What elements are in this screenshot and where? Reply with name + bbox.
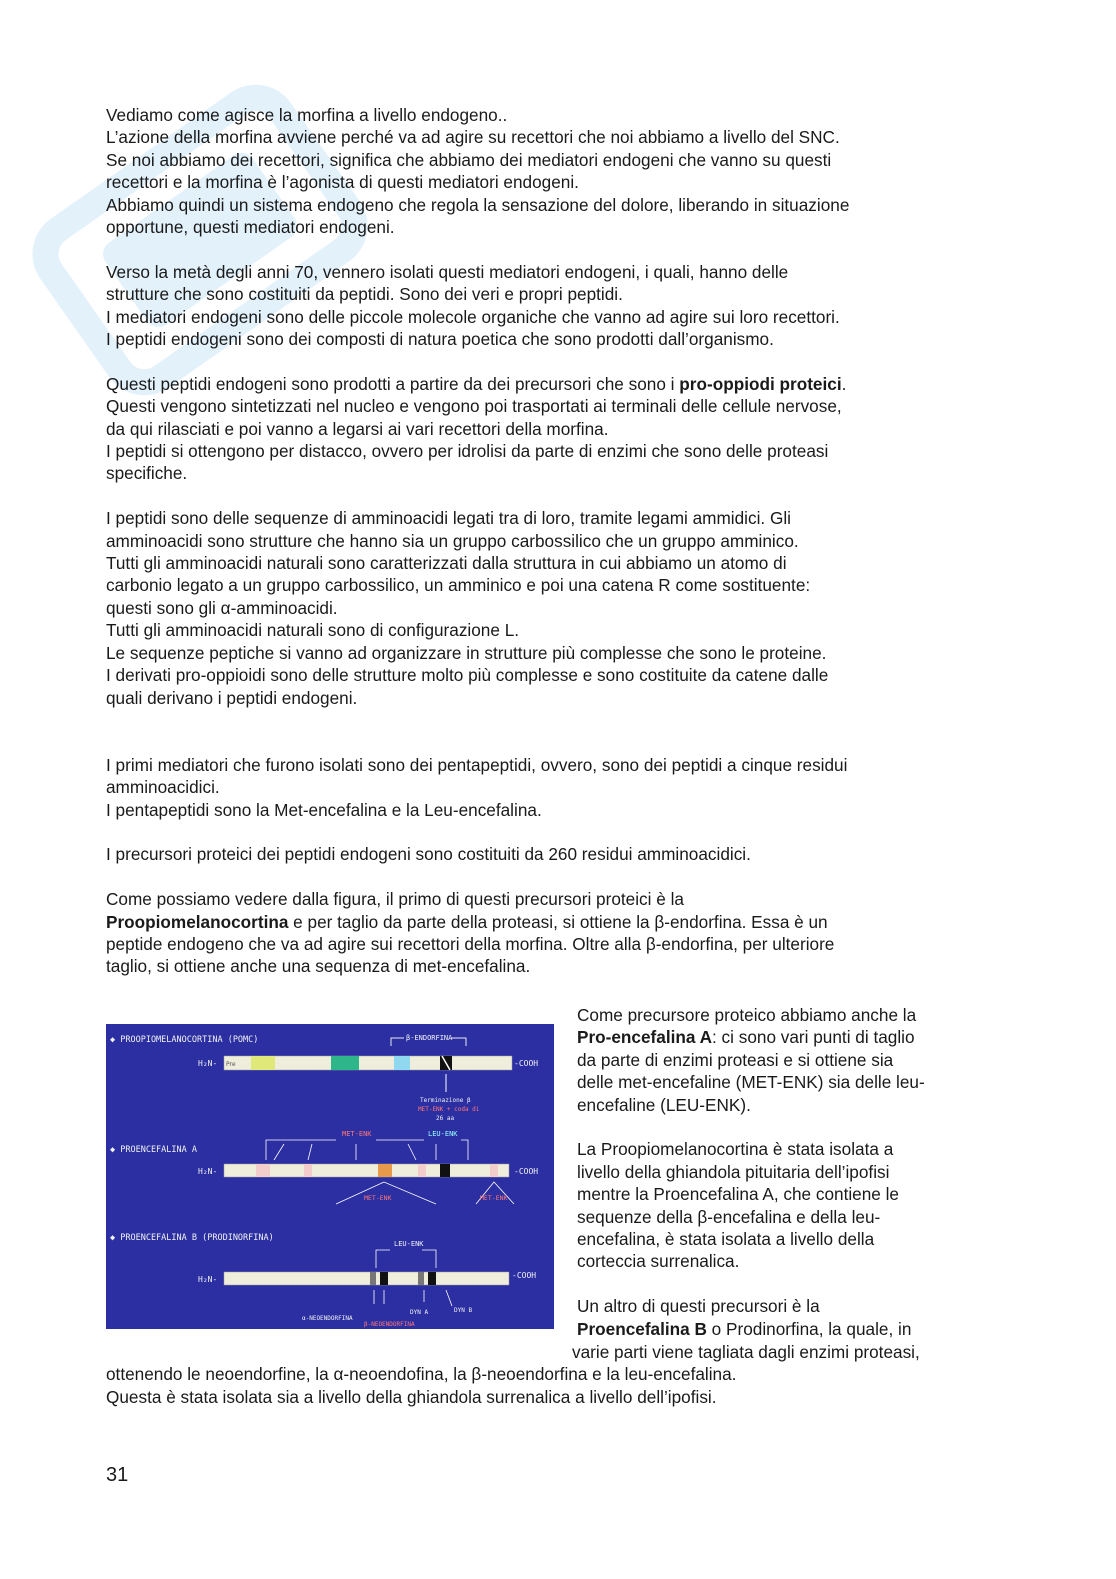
h2n-label-a: H₂N- <box>198 1167 218 1176</box>
paragraph-2 <box>106 261 1006 351</box>
met-enk-bottom-label: MET-ENK <box>364 1194 392 1202</box>
beta-neoendorfina-label: β-NEOENDORFINA <box>364 1321 415 1328</box>
text-line: mentre la Proencefalina A, che contiene le <box>577 1184 899 1205</box>
text-line: taglio, si ottiene anche una sequenza di met-encefalina. <box>106 956 531 977</box>
text-line: La Proopiomelanocortina è stata isolata a <box>577 1139 894 1160</box>
cooh-label-b: -COOH <box>512 1271 537 1280</box>
paragraph-6 <box>106 843 1006 865</box>
text-line <box>577 1318 1007 1340</box>
wrap-text <box>106 1341 1006 1408</box>
paragraph-7 <box>106 888 1006 978</box>
h2n-label-b: H₂N- <box>198 1275 218 1284</box>
text-line <box>106 911 1006 933</box>
text-line: recettori e la morfina è l’agonista di questi mediatori endogeni. <box>106 172 579 193</box>
text-line: carbonio legato a un gruppo carbossilico, un amminico e poi una catena R come sostituente: <box>106 575 811 596</box>
text-line: Come possiamo vedere dalla figura, il primo di questi precursori proteici è la <box>106 889 684 910</box>
text-line: specifiche. <box>106 463 188 484</box>
leu-enk-top-label: LEU-ENK <box>428 1130 458 1138</box>
text-line: I peptidi si ottengono per distacco, ovvero per idrolisi da parte di enzimi che sono delle proteasi <box>106 441 829 462</box>
bold-term: Pro-encefalina A <box>577 1027 712 1048</box>
text-line: livello della ghiandola pituitaria dell’ipofisi <box>577 1161 890 1182</box>
text-line: I derivati pro-oppioidi sono delle strutture molto più complesse e sono costituite da catene dalle <box>106 665 829 686</box>
text-line: peptide endogeno che va ad agire sui recettori della morfina. Oltre alla β-endorfina, per ulteriore <box>106 933 835 954</box>
text-line: Verso la metà degli anni 70, vennero isolati questi mediatori endogeni, i quali, hanno delle <box>106 261 789 282</box>
dyn-b-label: DYN B <box>454 1307 473 1314</box>
text-line: sequenze della β-encefalina e della leu- <box>577 1206 881 1227</box>
text-line: Tutti gli amminoacidi naturali sono di configurazione L. <box>106 620 520 641</box>
pre-label: Pre <box>226 1061 236 1068</box>
text-line: da qui rilasciati e poi vanno a legarsi ai vari recettori della morfina. <box>106 418 609 439</box>
text-line: Le sequenze peptiche si vanno ad organizzare in strutture più complesse che sono le proteine. <box>106 642 827 663</box>
text-line: I pentapeptidi sono la Met-encefalina e la Leu-encefalina. <box>106 799 542 820</box>
text-line: questi sono gli α-amminoacidi. <box>106 597 338 618</box>
termination-line-1: Terminazione β <box>420 1097 471 1104</box>
side-paragraph-3 <box>577 1295 1007 1340</box>
termination-line-2: MET-ENK + coda di <box>418 1106 480 1113</box>
text-line: I mediatori endogeni sono delle piccole molecole organiche che vanno ad agire sui loro recettori. <box>106 306 840 327</box>
side-text <box>577 1004 1007 1340</box>
text-line: ottenendo le neoendorfine, la α-neoendofina, la β-neoendorfina e la leu-encefalina. <box>106 1364 737 1385</box>
paragraph-3 <box>106 373 1006 485</box>
text-fragment: e per taglio da parte della proteasi, si ottiene la β-endorfina. Essa è un <box>288 911 828 932</box>
text-line: amminoacidi sono strutture che hanno sia un gruppo carbossilico che un gruppo amminico. <box>106 530 799 551</box>
text-fragment: : ci sono vari punti di taglio <box>712 1027 915 1048</box>
text-line: da parte di enzimi proteasi e si ottiene sia <box>577 1049 894 1070</box>
met-enk-top-label: MET-ENK <box>342 1130 372 1138</box>
text-line: corteccia surrenalica. <box>577 1251 740 1272</box>
text-line <box>577 1026 1007 1048</box>
text-fragment: Questi peptidi endogeni sono prodotti a partire da dei precursori che sono i <box>106 373 680 394</box>
paragraph-5 <box>106 754 1006 821</box>
text-line: strutture che sono costituiti da peptidi. Sono dei veri e propri peptidi. <box>106 284 623 305</box>
text-line: opportune, questi mediatori endogeni. <box>106 217 395 238</box>
bold-term: pro-oppiodi proteici <box>679 373 842 394</box>
side-paragraph-2 <box>577 1138 1007 1272</box>
bold-term: Proencefalina B <box>577 1318 707 1339</box>
text-line: varie parti viene tagliata dagli enzimi proteasi, <box>572 1342 920 1362</box>
opioid-precursor-figure <box>106 1024 554 1329</box>
text-line: encefalina, è stata isolata a livello della <box>577 1229 875 1250</box>
termination-line-3: 26 aa <box>436 1115 455 1122</box>
text-line: I peptidi endogeni sono dei composti di natura poetica che sono prodotti dall’organismo. <box>106 329 774 350</box>
paragraph-1 <box>106 104 1006 238</box>
text-line <box>106 373 1006 395</box>
text-line: L’azione della morfina avviene perché va ad agire su recettori che noi abbiamo a livello del SNC. <box>106 127 840 148</box>
leu-enk-label-b: LEU-ENK <box>394 1240 424 1248</box>
text-line: encefaline (LEU-ENK). <box>577 1094 751 1115</box>
text-line: amminoacidici. <box>106 777 220 798</box>
paragraph-4 <box>106 507 1006 709</box>
text-fragment: . <box>841 373 847 394</box>
beta-endorfina-label: β-ENDORFINA <box>406 1034 453 1042</box>
dyn-a-label: DYN A <box>410 1309 429 1316</box>
proA-title: ◆ PROENCEFALINA A <box>110 1145 197 1155</box>
cooh-label-a: -COOH <box>514 1167 539 1176</box>
text-line: Vediamo come agisce la morfina a livello endogeno.. <box>106 105 508 125</box>
text-line: delle met-encefaline (MET-ENK) sia delle leu- <box>577 1072 925 1093</box>
text-line: Abbiamo quindi un sistema endogeno che regola la sensazione del dolore, liberando in situazione <box>106 194 850 215</box>
text-line: Tutti gli amminoacidi naturali sono caratterizzati dalla struttura in cui abbiamo un atomo di <box>106 553 787 574</box>
h2n-label: H₂N- <box>198 1059 218 1068</box>
text-line: Se noi abbiamo dei recettori, significa che abbiamo dei mediatori endogeni che vanno su questi <box>106 149 832 170</box>
text-line: Come precursore proteico abbiamo anche la <box>577 1005 917 1025</box>
text-fragment: o Prodinorfina, la quale, in <box>706 1318 912 1339</box>
text-line: I precursori proteici dei peptidi endogeni sono costituiti da 260 residui amminoacidici. <box>106 844 751 865</box>
alpha-neoendorfina-label: α-NEOENDORFINA <box>302 1315 353 1322</box>
met-enk-bottom-label-2: MET-ENK <box>480 1194 508 1202</box>
text-line: Questa è stata isolata sia a livello della ghiandola surrenalica a livello dell’ipofisi. <box>106 1386 717 1407</box>
proB-title: ◆ PROENCEFALINA B (PRODINORFINA) <box>110 1233 274 1243</box>
main-text <box>106 104 1006 1000</box>
page-number: 31 <box>106 1464 129 1486</box>
text-line: quali derivano i peptidi endogeni. <box>106 687 358 708</box>
text-line: I primi mediatori che furono isolati sono dei pentapeptidi, ovvero, sono dei peptidi a cinque residui <box>106 754 848 775</box>
proB-bar <box>224 1272 509 1285</box>
cooh-label: -COOH <box>514 1059 539 1068</box>
side-paragraph-1 <box>577 1004 1007 1116</box>
pomc-title: ◆ PROOPIOMELANOCORTINA (POMC) <box>110 1035 259 1045</box>
text-line: Questi vengono sintetizzati nel nucleo e vengono poi trasportati ai terminali delle cellule nervose, <box>106 396 842 417</box>
bold-term: Proopiomelanocortina <box>106 911 289 932</box>
text-line: I peptidi sono delle sequenze di amminoacidi legati tra di loro, tramite legami ammidici. Gli <box>106 508 791 529</box>
text-line: Un altro di questi precursori è la <box>577 1296 820 1317</box>
